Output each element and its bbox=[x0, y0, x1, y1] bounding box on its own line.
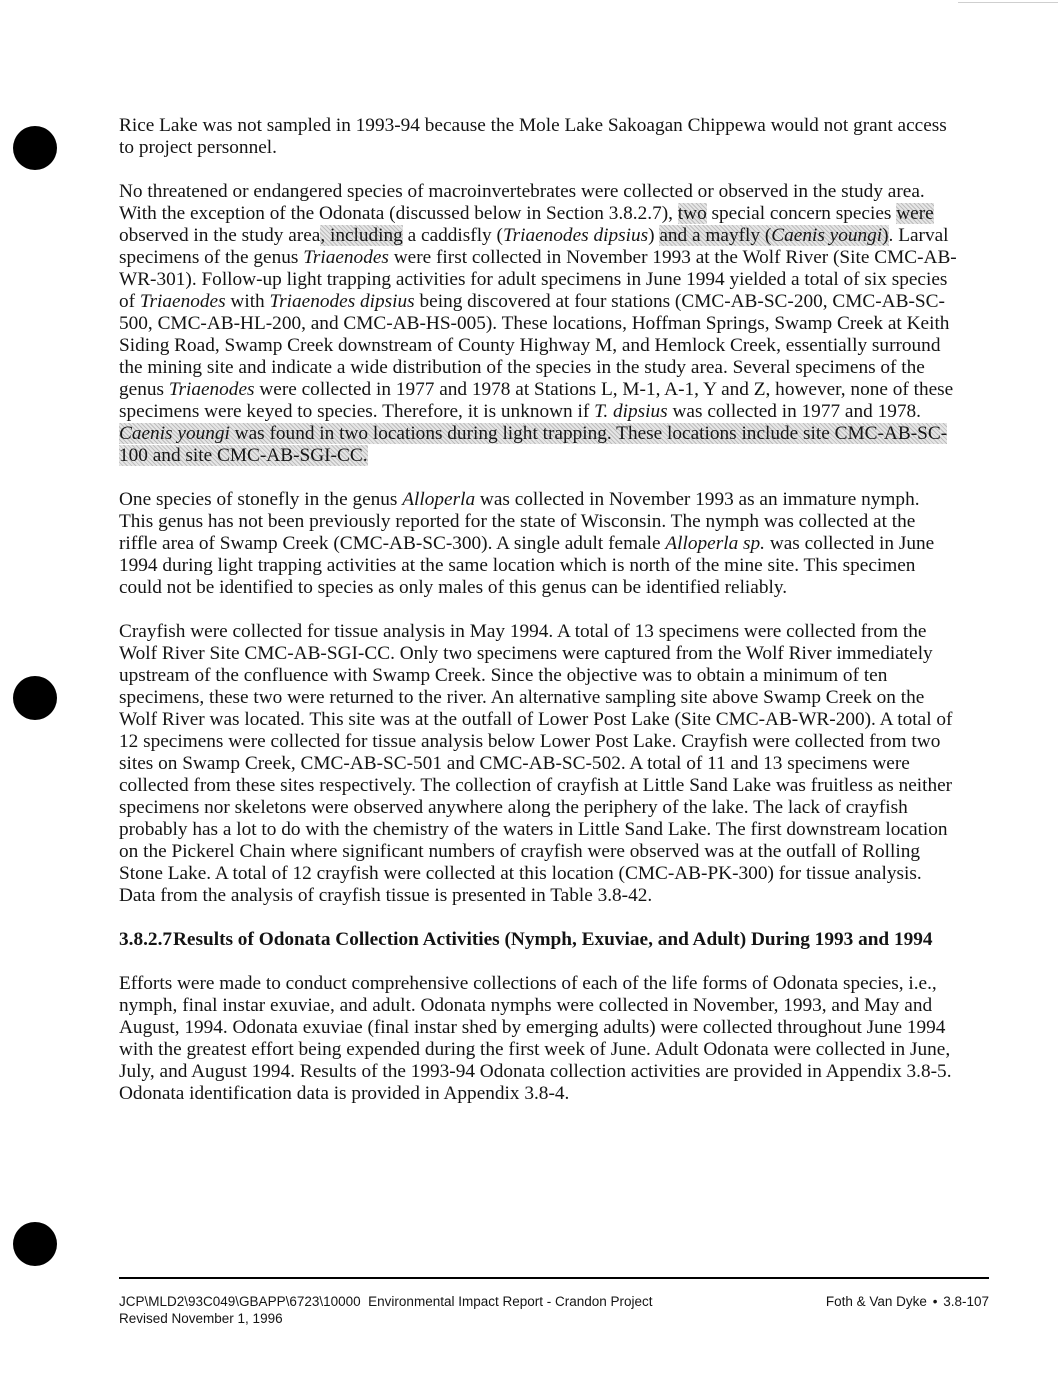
genus-name: Triaenodes bbox=[139, 291, 226, 312]
species-name: Triaenodes dipsius bbox=[502, 225, 649, 246]
footer-right bbox=[826, 1293, 989, 1310]
paragraph-rice-lake: Rice Lake was not sampled in 1993-94 because the Mole Lake Sakoagan Chippewa would not grant access to project personnel. bbox=[119, 115, 947, 158]
highlighted-text: were bbox=[896, 203, 934, 224]
section-number: 3.8.2.7 bbox=[119, 929, 173, 950]
species-name: Alloperla sp. bbox=[665, 533, 765, 554]
genus-name: Triaenodes bbox=[168, 379, 255, 400]
paragraph-odonata: Efforts were made to conduct comprehensive collections of each of the life forms of Odonata species, i.e., nymph, final instar exuviae, and adult. Odonata nymphs were collected in November, 1993, and May and August, 1994. Odonata exuviae (final instar shed by emerging adults) were collected throughout June 1994 with the greatest effort being expended during the first week of June. Adult Odonata were collected in June, July, and August 1994. Results of the 1993-94 Odonata collection activities are provided in Appendix 3.8-5. Odonata identification data is provided in Appendix 3.8-4. bbox=[119, 973, 952, 1104]
section-title: Results of Odonata Collection Activities (Nymph, Exuviae, and Adult) During 1993 and 1994 bbox=[173, 929, 933, 950]
binder-hole bbox=[13, 126, 57, 170]
highlighted-text: Caenis youngi was found in two locations during light trapping. These locations include site CMC-AB-SC-100 and site CMC-AB-SGI-CC. bbox=[119, 423, 948, 466]
paragraph-stonefly: One species of stonefly in the genus Alloperla was collected in November 1993 as an immature nymph. This genus has not been previously reported for the state of Wisconsin. The nymph was collected at the riffle area of Swamp Creek (CMC-AB-SC-300). A single adult female Alloperla sp. was collected in June 1994 during light trapping activities at the same location which is north of the mine site. This specimen could not be identified to species as only males of this genus can be identified reliably. bbox=[119, 489, 935, 598]
footer-divider bbox=[119, 1277, 989, 1279]
bullet-separator: • bbox=[932, 1294, 938, 1309]
section-heading bbox=[119, 929, 957, 951]
revision-date: Revised November 1, 1996 bbox=[119, 1311, 283, 1326]
paragraph-threatened-species: No threatened or endangered species of macroinvertebrates were collected or observed in the study area. With the exception of the Odonata (discussed below in Section 3.8.2.7), two special concern species were observed in the study area, including a caddisfly (Triaenodes dipsius) and a mayfly (Caenis youngi). Larval specimens of the genus Triaenodes were first collected in November 1993 at the Wolf River (Site CMC-AB-WR-301). Follow-up light trapping activities for adult specimens in June 1994 yielded a total of six species of Triaenodes with Triaenodes dipsius being discovered at four stations (CMC-AB-SC-200, CMC-AB-SC-500, CMC-AB-HL-200, and CMC-AB-HS-005). These locations, Hoffman Springs, Swamp Creek at Keith Siding Road, Swamp Creek downstream of County Highway M, and Hemlock Creek, essentially surround the mining site and indicate a wide distribution of the species in the study area. Several specimens of the genus Triaenodes were collected in 1977 and 1978 at Stations L, M-1, A-1, Y and Z, however, none of these specimens were keyed to species. Therefore, it is unknown if T. dipsius was collected in 1977 and 1978. Caenis youngi was found in two locations during light trapping. These locations include site CMC-AB-SC-100 and site CMC-AB-SGI-CC. bbox=[119, 181, 957, 466]
file-path: JCP\MLD2\93C049\GBAPP\6723\10000 bbox=[119, 1294, 361, 1309]
species-name: Caenis youngi bbox=[119, 423, 230, 444]
highlighted-text: and a mayfly (Caenis youngi) bbox=[659, 225, 889, 246]
body-text bbox=[119, 115, 957, 1127]
page-number: 3.8-107 bbox=[943, 1294, 989, 1309]
binder-hole bbox=[13, 1222, 57, 1266]
scan-edge-line bbox=[958, 2, 1058, 3]
species-name: Caenis youngi bbox=[771, 225, 883, 246]
paragraph-crayfish: Crayfish were collected for tissue analysis in May 1994. A total of 13 specimens were collected from the Wolf River Site CMC-AB-SGI-CC. Only two specimens were captured from the Wolf River immediately upstream of the confluence with Swamp Creek. Since the objective was to obtain a minimum of ten specimens, these two were returned to the river. An alternative sampling site above Swamp Creek on the Wolf River was located. This site was at the outfall of Lower Post Lake (Site CMC-AB-WR-200). A total of 12 specimens were collected for tissue analysis below Lower Post Lake. Crayfish were collected from two sites on Swamp Creek, CMC-AB-SC-501 and CMC-AB-SC-502. A total of 11 and 13 specimens were collected from these sites respectively. The collection of crayfish at Little Sand Lake was fruitless as neither specimens nor skeletons were observed anywhere along the periphery of the lake. The lack of crayfish probably has a lot to do with the chemistry of the waters in Little Sand Lake. The first downstream location on the Pickerel Chain where significant numbers of crayfish were observed was at the outfall of Rolling Stone Lake. A total of 12 crayfish were collected at this location (CMC-AB-PK-300) for tissue analysis. Data from the analysis of crayfish tissue is presented in Table 3.8-42. bbox=[119, 621, 953, 906]
species-name: Triaenodes dipsius bbox=[269, 291, 415, 312]
company-name: Foth & Van Dyke bbox=[825, 1294, 927, 1309]
species-name: T. dipsius bbox=[594, 401, 668, 422]
highlighted-text: , including bbox=[320, 225, 403, 246]
binder-hole bbox=[13, 676, 57, 720]
genus-name: Triaenodes bbox=[303, 247, 389, 268]
genus-name: Alloperla bbox=[402, 489, 476, 510]
document-title: Environmental Impact Report - Crandon Project bbox=[368, 1294, 653, 1309]
highlighted-text: two bbox=[677, 203, 707, 224]
footer-left bbox=[119, 1293, 653, 1327]
